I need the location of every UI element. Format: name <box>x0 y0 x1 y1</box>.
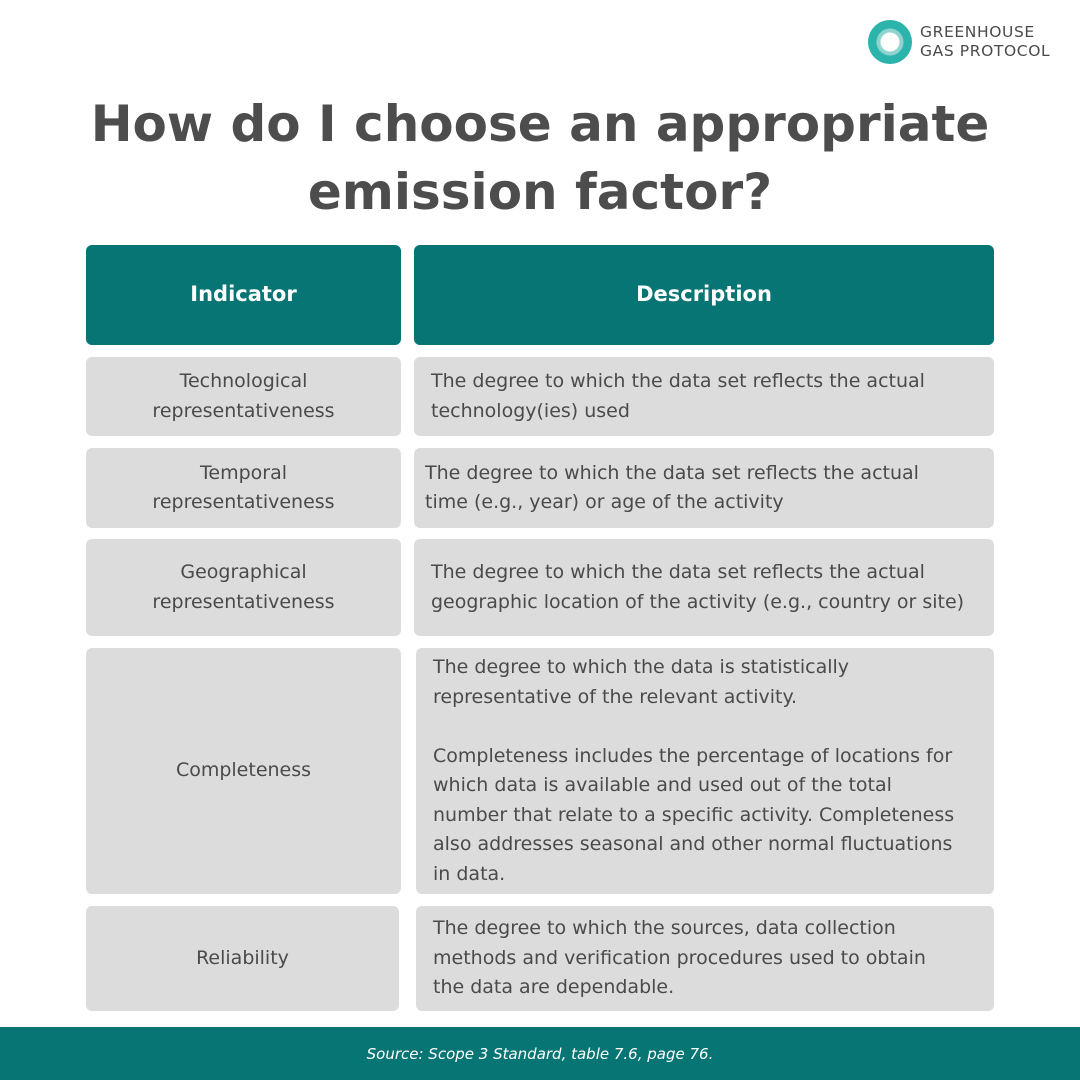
indicator-cell-temporal: Temporal representativeness <box>86 448 401 528</box>
ghg-protocol-logo <box>868 20 1050 64</box>
indicator-cell-technological: Technological representativeness <box>86 357 401 436</box>
logo-text <box>920 23 1050 61</box>
description-text: The degree to which the data set reflects the actual geographic location of the activity (e.g., country or site) <box>431 561 965 613</box>
description-text: The degree to which the sources, data collection methods and verification procedures used to obtain the data are dependable. <box>433 917 926 999</box>
description-cell-temporal <box>414 448 994 528</box>
description-cell-completeness <box>416 648 994 894</box>
header-indicator: Indicator <box>86 245 401 345</box>
indicator-cell-geographical: Geographical representativeness <box>86 539 401 636</box>
source-footer: Source: Scope 3 Standard, table 7.6, page 76. <box>0 1027 1080 1080</box>
logo-line-2: GAS PROTOCOL <box>920 42 1051 60</box>
logo-line-1: GREENHOUSE <box>920 23 1035 41</box>
description-cell-geographical <box>414 539 994 636</box>
description-text: The degree to which the data is statistically representative of the relevant activity. <box>433 656 850 708</box>
description-text: Completeness includes the percentage of locations for which data is available and used out of the total number that relate to a specific activity. Completeness also addresses seasonal and other normal fluctuations in data. <box>433 744 955 885</box>
page-title: How do I choose an appropriate emission factor? <box>90 95 990 221</box>
indicator-cell-completeness: Completeness <box>86 648 401 894</box>
description-text: The degree to which the data set reflects the actual technology(ies) used <box>431 370 925 422</box>
header-description: Description <box>414 245 994 345</box>
ghg-protocol-logo-icon <box>868 20 912 64</box>
description-cell-reliability <box>416 906 994 1011</box>
indicator-cell-reliability: Reliability <box>86 906 399 1011</box>
description-text: The degree to which the data set reflects the actual time (e.g., year) or age of the activity <box>425 461 919 513</box>
description-cell-technological <box>414 357 994 436</box>
